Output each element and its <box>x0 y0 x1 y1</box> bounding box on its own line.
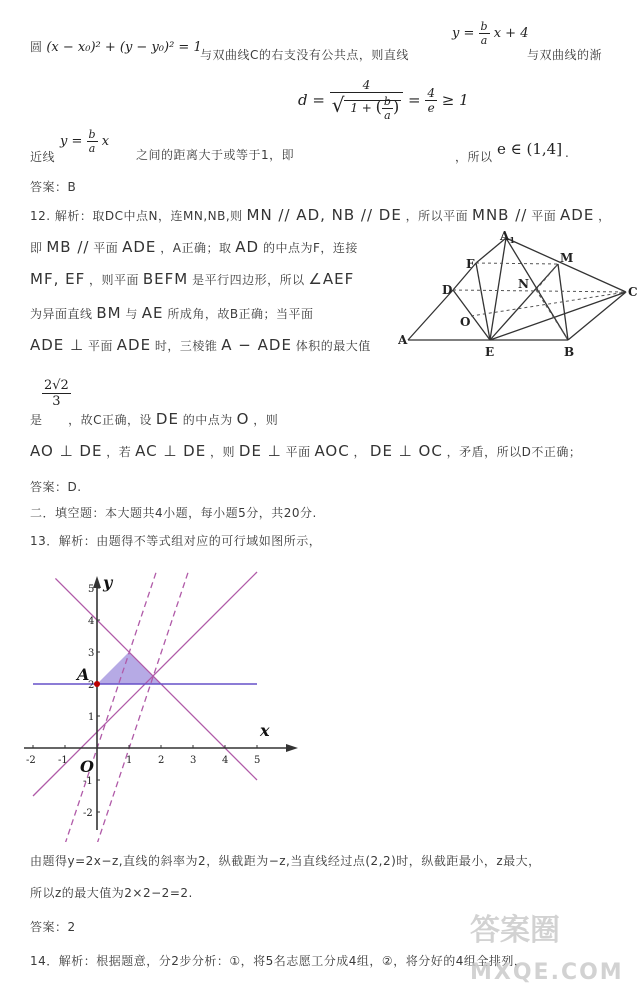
eccentricity-range: e ∈ (1,4] <box>497 140 563 158</box>
label-E: E <box>485 345 495 359</box>
point-a-label: A <box>77 665 90 684</box>
line-equation: y = $\frac{b}{a}$ x + 4 <box>452 20 529 47</box>
q13-intro: 13．解析：由题得不等式组对应的可行域如图所示， <box>30 534 322 548</box>
x-tick-label: 2 <box>158 755 165 766</box>
watermark-url: MXQE.COM <box>470 960 624 985</box>
label-M: M <box>560 251 574 265</box>
fraction-max-volume: $\frac{2√2}{3}$ <box>44 378 69 409</box>
y-tick-label: 1 <box>88 712 95 723</box>
q12-line-2: 即 MB // 平面 ADE ，A正确；取 AD 的中点为F，连接 <box>30 238 358 256</box>
text-asymptote-start: 与双曲线的渐 <box>527 48 603 62</box>
q12-line-8: AO ⊥ DE ，若 AC ⊥ DE ，则 DE ⊥ 平面 AOC ， DE ⊥ OC ，矛盾，所以D不正确； <box>30 442 582 460</box>
x-tick-label: -1 <box>58 755 68 766</box>
y-tick-label: -1 <box>83 776 93 787</box>
label-B: B <box>564 345 575 359</box>
answer-12: 答案：D. <box>30 480 82 494</box>
q12-line-1: 12. 解析：取DC中点N，连MN,NB,则 MN // AD, NB // DE ，所以平面 MNB // 平面 ADE ， <box>30 206 611 224</box>
pyramid-figure <box>398 228 638 363</box>
q13-max-value: 所以z的最大值为2×2−2=2. <box>30 886 193 900</box>
asymptote-equation: y = $\frac{b}{a}$ x <box>60 128 110 155</box>
x-tick-label: 1 <box>126 755 133 766</box>
y-tick-label: 3 <box>88 648 95 659</box>
x-axis-arrow <box>286 744 298 752</box>
watermark-logo: 答案圈 <box>470 913 560 948</box>
label-N: N <box>518 277 529 291</box>
section-fill-in-blank: 二．填空题：本大题共4小题，每小题5分，共20分. <box>30 506 317 520</box>
origin-label: O <box>80 757 94 776</box>
label-A1: $A_1$ <box>500 229 515 245</box>
x-tick-label: 3 <box>190 755 197 766</box>
circle-equation: (x − x₀)² + (y − y₀)² = 1 <box>46 40 202 55</box>
feasible-region-graph <box>20 562 310 842</box>
x-tick-label: 4 <box>222 755 229 766</box>
answer-13: 答案：2 <box>30 920 76 934</box>
q12-line-3: MF, EF ，则平面 BEFM 是平行四边形，所以 ∠AEF <box>30 270 355 288</box>
answer-11: 答案：B <box>30 180 77 194</box>
text-distance-condition: 之间的距离大于或等于1，即 <box>136 148 295 162</box>
x-tick-label: 5 <box>254 755 261 766</box>
q12-line-7: 是 ，故C正确，设 DE 的中点为 O ，则 <box>30 410 279 428</box>
label-O: O <box>460 315 471 329</box>
q13-explanation: 由题得y=2x−z,直线的斜率为2，纵截距为−z,当直线经过点(2,2)时，纵截距最小，z最大， <box>30 854 541 868</box>
text-no-common-point: 与双曲线C的右支没有公共点，则直线 <box>200 48 409 62</box>
label-A: A <box>398 333 408 347</box>
line-1: 圆 (x − x₀)² + (y − y₀)² = 1 <box>30 40 202 55</box>
distance-formula: d = 4 √ 1 + ( $\frac{b}{a}$ ) = $\frac{4}{e}$ ≥ 1 <box>298 78 469 122</box>
y-tick-label: 4 <box>88 616 95 627</box>
text-asymptote: 近线 <box>30 150 56 164</box>
x-axis-label: x <box>260 721 270 740</box>
y-tick-label: 2 <box>88 680 95 691</box>
y-tick-label: -2 <box>83 808 93 819</box>
q12-line-4: 为异面直线 BM 与 AE 所成角，故B正确；当平面 <box>30 304 314 322</box>
feasible-region <box>97 652 161 684</box>
text-period: . <box>565 146 570 160</box>
text-therefore: ，所以 <box>455 150 493 164</box>
y-axis-label: y <box>103 573 113 592</box>
q14-intro: 14．解析：根据题意，分2步分析：①，将5名志愿工分成4组，②，将分好的4组全排列， <box>30 954 527 968</box>
label-F: F <box>466 257 475 271</box>
q12-line-5: ADE ⊥ 平面 ADE 时，三棱锥 A − ADE 体积的最大值 <box>30 336 371 354</box>
point-a <box>94 681 100 687</box>
y-tick-label: 5 <box>88 584 95 595</box>
x-tick-label: -2 <box>26 755 36 766</box>
label-D: D <box>442 283 453 297</box>
label-C: C <box>628 285 638 299</box>
